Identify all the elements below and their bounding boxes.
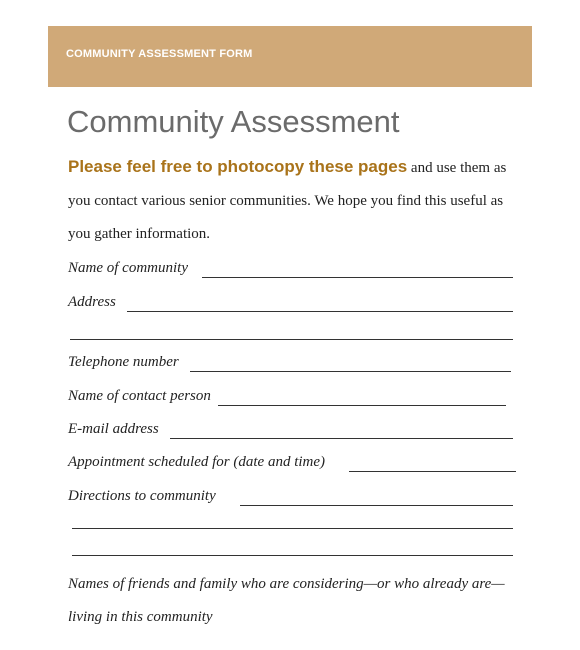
directions-line-2[interactable]	[72, 528, 513, 529]
banner-title: COMMUNITY ASSESSMENT FORM	[66, 48, 253, 60]
page-title: Community Assessment	[67, 104, 400, 139]
contact-person-label: Name of contact person	[68, 388, 211, 404]
address-line-2[interactable]	[70, 339, 513, 340]
address-label: Address	[68, 294, 116, 310]
appointment-line[interactable]	[349, 471, 516, 472]
name-of-community-label: Name of community	[68, 260, 188, 276]
intro-paragraph	[68, 150, 528, 251]
directions-line-1[interactable]	[240, 505, 513, 506]
appointment-label: Appointment scheduled for (date and time)	[68, 454, 326, 470]
intro-text: and use them as you contact various senior communities. We hope you find this useful as you gather information.	[68, 160, 507, 242]
friends-family-note: Names of friends and family who are considering—or who already are—living in this community	[68, 576, 505, 625]
header-banner	[48, 26, 532, 87]
telephone-number-line[interactable]	[190, 371, 511, 372]
telephone-number-label: Telephone number	[68, 354, 179, 370]
directions-label: Directions to community	[68, 488, 216, 504]
address-line-1[interactable]	[127, 311, 513, 312]
intro-highlight: Please feel free to photocopy these pages	[68, 157, 408, 176]
directions-line-3[interactable]	[72, 555, 513, 556]
contact-person-line[interactable]	[218, 405, 506, 406]
name-of-community-line[interactable]	[202, 277, 513, 278]
email-address-line[interactable]	[170, 438, 513, 439]
email-address-label: E-mail address	[68, 421, 159, 437]
